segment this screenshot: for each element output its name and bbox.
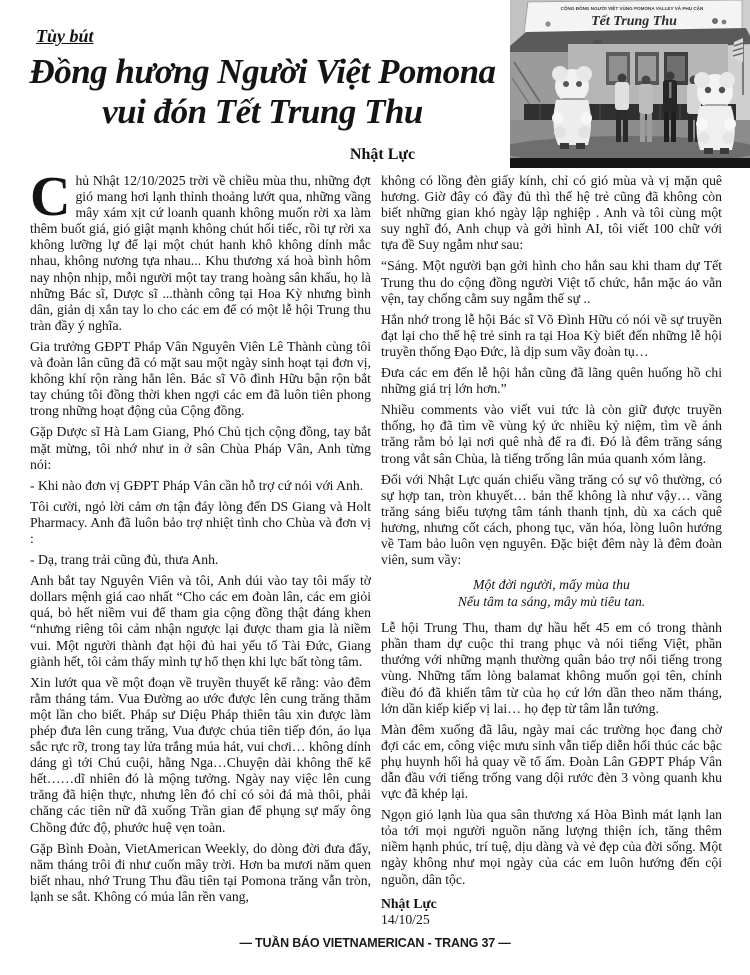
- title-line-2: vui đón Tết Trung Thu: [102, 91, 423, 131]
- paragraph: Anh bắt tay Nguyên Viên và tôi, Anh dúi vào tay tôi mấy tờ dollars mệnh giá cao nhất “Cho các em đoàn lân, các em giỏi quá, bỏ hết niềm vui để tham gia cộng đồng thật đáng khen “nhưng riêng tôi cảm nhận ngược lại được tham gia là niềm vui. Một người thành đạt hội đủ hai yếu tố Tài Đức, Giang giành hết, tôi cảm thấy mình tự hổ thẹn khi lực bất tòng tâm.: [30, 573, 371, 669]
- author-byline: Nhật Lực: [349, 146, 416, 163]
- paragraph: - Khi nào đơn vị GĐPT Pháp Vân cần hỗ trợ cứ nói với Anh.: [30, 477, 364, 493]
- title-line-1: Đồng hương Người Việt Pomona: [29, 52, 496, 91]
- paragraph: Đưa các em đến lễ hội hắn cũng đã lãng quên huống hồ chi những giá trị lớn hơn.”: [381, 365, 722, 397]
- paragraph: Chủ Nhật 12/10/2025 trời về chiều mùa thu, những đợt gió mang hơi lạnh thỉnh thoảng lướt qua, những vầng mây xám xịt cứ loanh quanh không muốn rời xa làm thêm buốt giá, gió giật mạnh không chút hối tiếc, rồi tự rời xa không lưỡng lự để lại một chút hanh khô không dính mắc nhau, không nương tựa nhau... Khu thương xá hoà bình hôm nay nhộn nhịp, mỗi người một tay trang hoàng sân khấu, họ là những Bác sĩ, Dược sĩ ...thành công tại Hoa Kỳ nhưng bình dân, giản dị xắn tay lo cho các em để có một lễ hội Trung thu tràn đầy ý nghĩa.: [30, 173, 371, 333]
- paragraph: không có lồng đèn giấy kính, chỉ có gió mùa và vị mặn quê hương. Giờ đây có đầy đủ thì thế hệ trẻ cũng đã không còn biết những gian khó ngày lập nghiệp . Anh và tôi cùng một suy nghĩ đó, Anh chụp và gởi hình AI, tôi viết 100 chữ với tựa đề Suy ngẫm như sau:: [381, 173, 722, 253]
- paragraph: Gặp Bình Đoàn, VietAmerican Weekly, do dòng đời đưa đẩy, năm tháng trôi đi như cuốn mây trời. Hơn ba mươi năm quen biết nhau, nhớ Trung Thu đầu tiên tại Pomona trăng vẫn tròn, lạnh se sắt. Không có múa lân rền vang,: [30, 840, 371, 904]
- paragraph: Nhiều comments vào viết vui tức là còn giữ được truyền thống, họ đã tìm về vùng ký ức nhiều kỷ niệm, tìm về ánh trăng rằm bỏ lại nơi quê nhà để ra đi. Đó là đêm trăng sáng trong vắt sân Chùa, là tiếng trống lân múa quanh xóm làng.: [381, 402, 722, 466]
- article-body: [30, 173, 723, 935]
- paragraph: Xin lướt qua về một đoạn về truyền thuyết kể rằng: vào đêm rằm tháng tám. Vua Đường ao ước được lên cung trăng thăm một lần cho biết. Pháp sư Diệu Pháp thiên tâu xin được làm phép đưa lên cung trăng, Vua được chúa tiên tiếp đón, áo lụa sắc rực rỡ, trong tay lửa trắng múa hát, vui chơi… không dính dáng gì tới Chú cuội, hằng Nga…Chuyện dài không thể kể hết……dĩ nhiên đó là mộng tưởng. Ngày nay việc lên cung trăng đã hiện thực, nhưng lên đó chỉ có sỏi đá mà thôi, phải chăng các tiên nữ đã xuống Trần gian để phụng sự mấy ông Chồng đức độ, phước huệ vẹn toàn.: [30, 674, 371, 835]
- left-column: [30, 173, 371, 935]
- lion-dance-right: [694, 72, 736, 154]
- banner-lantern-icon: [712, 18, 718, 24]
- article-title: [10, 52, 515, 132]
- banner-main-line: Tết Trung Thu: [591, 14, 677, 29]
- signature-date: 14/10/25: [381, 911, 430, 927]
- right-column: [381, 173, 722, 935]
- paragraph: “Sáng. Một người bạn gởi hình cho hắn sau khi tham dự Tết Trung thu do cộng đồng người Việt tổ chức, hắn mặc áo vằn vện, tay chống cằm suy ngẫm thế sự ..: [381, 258, 722, 306]
- banner-top-line: CỘNG ĐỒNG NGƯỜI VIỆT VÙNG POMONA VALLEY VÀ PHỤ CẬN: [560, 6, 704, 11]
- banner-lantern-icon: [722, 20, 727, 25]
- poem-line: Một đời người, mấy mùa thu: [473, 577, 630, 593]
- paragraph: Ngọn gió lạnh lùa qua sân thương xá Hòa Bình mát lạnh lan tỏa tới mọi người nguồn năng lượng thiện ích, tăng thêm niềm hạnh phúc, trí tuệ, dịu dàng và vẻ đẹp của đời sống. Một ngày không như mọi ngày của các em luôn hướng đến cội nguồn, dân tộc.: [381, 807, 722, 887]
- poem: [381, 576, 722, 610]
- page-footer: — TUẦN BÁO VIETNAMERICAN - TRANG 37 —: [239, 936, 511, 950]
- drop-cap: C: [30, 173, 71, 228]
- event-photo: [510, 0, 750, 168]
- paragraph: Gặp Dược sĩ Hà Lam Giang, Phó Chủ tịch cộng đồng, tay bắt mặt mừng, tôi nhớ như in ở sân Chùa Pháp Vân, Anh từng nói:: [30, 424, 371, 472]
- paragraph: Lễ hội Trung Thu, tham dự hầu hết 45 em có trong thành phần tham dự cuộc thi trang phục và nói tiếng Việt, phần thưởng với những mạnh thường quân bảo trợ nổi tiếng trong vùng. Những tấm lòng balamat không muốn gọi tên, chính điều đó đã khiến tâm từ của họ cứ lớn dần theo năm tháng, lớn dần kiếp kiếp vị lai… họ đẹp từ tâm lẫn tướng.: [381, 620, 722, 716]
- paragraph: Màn đêm xuống đã lâu, ngày mai các trường học đang chờ đợi các em, công việc mưu sinh vẫn tiếp diễn hối thúc các bậc phụ huynh hối hả quay về tổ ấm. Đoàn Lân GĐPT Pháp Vân dẫn đầu với tiếng trống vang dội rước đèn 3 vòng quanh khu vực đã khép lại.: [381, 721, 722, 802]
- paragraph: Gia trưởng GĐPT Pháp Vân Nguyên Viên Lê Thành cùng tôi và đoàn lân cũng đã có mặt sau một ngày sinh hoạt tại đơn vị, không khí rộn ràng hẳn lên. Bác sĩ Võ đình Hữu bận rộn bắt tay chúng tôi đồng thời khen ngợi các em đã luôn tiên phong trong những hoạt động của Cộng đồng.: [30, 338, 371, 419]
- paragraph: - Dạ, trang trải cũng đủ, thưa Anh.: [30, 552, 219, 568]
- event-photo-illustration: [510, 0, 750, 168]
- kicker-label: Tùy bút: [36, 26, 94, 46]
- banner-lantern-icon: [545, 21, 550, 26]
- paragraph: Tôi cười, ngỏ lời cảm ơn tận đáy lòng đến DS Giang và Holt Pharmacy. Anh đã luôn bảo trợ nhiệt tình cho Chùa và đơn vị :: [30, 498, 371, 546]
- poem-line: Nếu tâm ta sáng, mây mù tiêu tan.: [457, 594, 646, 610]
- signature-name: Nhật Lực: [381, 895, 437, 911]
- lion-dance-left: [552, 66, 592, 149]
- paragraph: Đối với Nhật Lực quán chiếu vầng trăng có sự vô thường, có sự hợp tan, tròn khuyết… bản thể không là như vậy… vầng trăng sáng biểu tượng tâm tánh thanh tịnh, dù xa cách quê hương, nhưng cốt cách, phong tục, văn hóa, lòng luôn hướng về Tam bảo luôn vẹn nguyên. Đặc biệt đêm này là đêm đoàn viên, sum vầy:: [381, 471, 722, 568]
- paragraph: Hắn nhớ trong lễ hội Bác sĩ Võ Đình Hữu có nói về sự truyền đạt lại cho thế hệ trẻ sinh ra tại Hoa Kỳ biết đến những lễ hội truyền thống Đạo Đức, là dịp sum vầy đoàn tụ…: [381, 311, 722, 359]
